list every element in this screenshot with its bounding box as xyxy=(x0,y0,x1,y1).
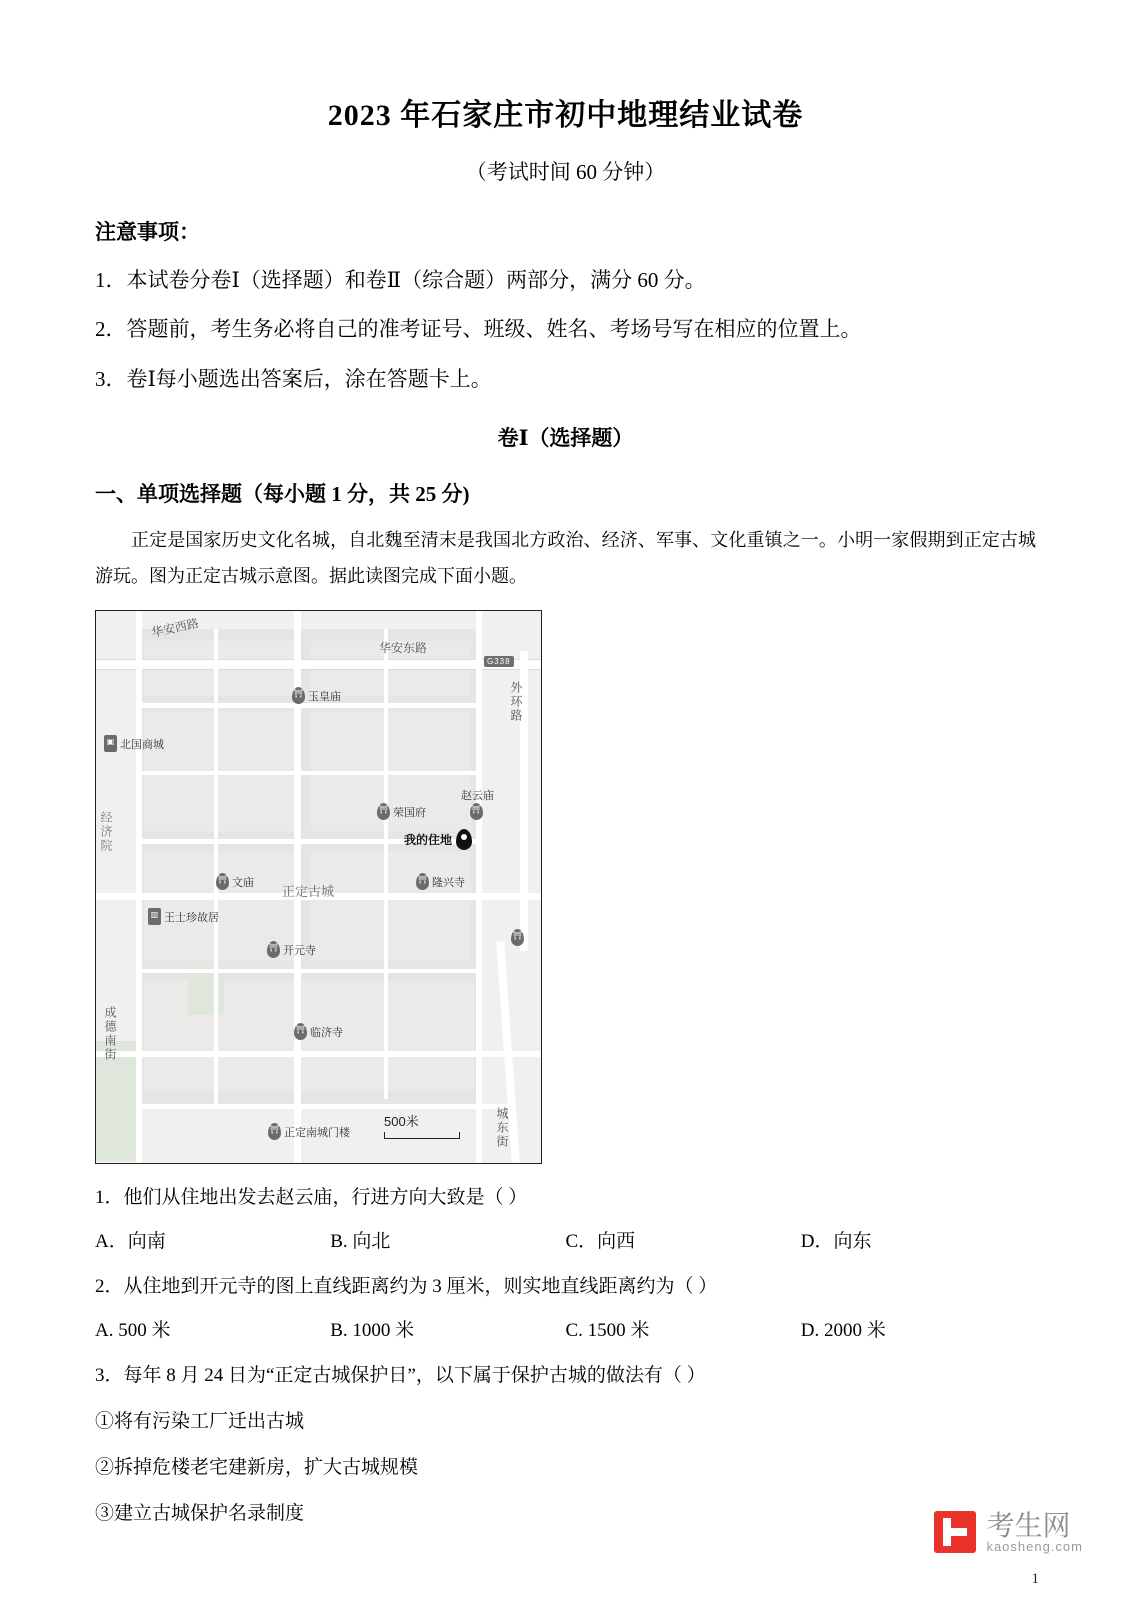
map-road-label: 华安东路 xyxy=(379,641,428,656)
notice-item-3: 3．卷Ⅰ每小题选出答案后，涂在答题卡上。 xyxy=(95,366,492,391)
page-title: 2023 年石家庄市初中地理结业试卷 xyxy=(327,99,804,132)
map-road-horizontal xyxy=(136,969,481,973)
question-3-subitem-2: ②拆掉危楼老宅建新房，扩大古城规模 xyxy=(95,1457,419,1479)
question-1-stem: 1．他们从住地出发去赵云庙，行进方向大致是（ ） xyxy=(95,1187,528,1209)
option-a[interactable]: A. 500 米 xyxy=(95,1320,171,1342)
question-2-options xyxy=(95,1315,1036,1342)
map-scale-label: 500米 xyxy=(384,1114,419,1130)
question-3-stem: 3．每年 8 月 24 日为“正定古城保护日”，以下属于保护古城的做法有（ ） xyxy=(95,1365,706,1387)
poi-wangshizhen-house[interactable] xyxy=(148,908,219,925)
poi-label: 开元寺 xyxy=(283,944,316,957)
notice-item-2: 2．答题前，考生务必将自己的准考证号、班级、姓名、考场号写在相应的位置上。 xyxy=(95,317,862,342)
temple-icon: ⛩ xyxy=(216,873,229,890)
temple-icon: ⛩ xyxy=(470,803,483,820)
poi-linjisi[interactable] xyxy=(294,1023,343,1040)
poi-label: 王士珍故居 xyxy=(164,911,219,924)
poi-wenmiao[interactable] xyxy=(216,873,254,890)
map-road-vertical xyxy=(476,611,482,1163)
my-location-marker[interactable] xyxy=(404,829,475,850)
option-c[interactable]: C. 1500 米 xyxy=(565,1320,650,1342)
map-road-label: 城东街 xyxy=(495,1107,509,1150)
poi-south-gate-tower[interactable] xyxy=(268,1123,350,1140)
map-road-vertical xyxy=(384,629,388,1099)
poi-rongguofu[interactable] xyxy=(377,803,426,820)
exam-duration: （考试时间 60 分钟） xyxy=(465,160,666,184)
poi-kaiyuansi[interactable] xyxy=(267,941,316,958)
poi-label: 文庙 xyxy=(232,876,254,889)
option-d[interactable]: D. 2000 米 xyxy=(800,1320,886,1342)
map-figure xyxy=(95,610,542,1164)
temple-icon: ⛩ xyxy=(292,687,305,704)
temple-icon: ⛩ xyxy=(416,873,429,890)
temple-icon: ⛩ xyxy=(267,941,280,958)
temple-icon: ⛩ xyxy=(294,1023,307,1040)
map-road-horizontal xyxy=(136,1104,516,1109)
old-city-label: 正定古城 xyxy=(282,884,335,900)
poi-label: 临济寺 xyxy=(310,1026,343,1039)
question-2-stem: 2．从住地到开元寺的图上直线距离约为 3 厘米，则实地直线距离约为（ ） xyxy=(95,1276,718,1298)
watermark-text xyxy=(986,1511,1083,1554)
map-road-horizontal xyxy=(136,771,481,775)
my-location-label: 我的住地 xyxy=(404,833,453,848)
map-road-label: 经济院 xyxy=(99,811,113,854)
map-scale-bar xyxy=(384,1132,460,1139)
poi-label: 赵云庙 xyxy=(461,790,494,803)
poi-label: 北国商城 xyxy=(120,738,164,751)
page-number: 1 xyxy=(1031,1571,1039,1587)
shop-icon: ▣ xyxy=(104,735,117,752)
poi-label: 隆兴寺 xyxy=(432,876,465,889)
map-road-vertical xyxy=(214,629,218,1109)
poi-zhaoyunmiao[interactable] xyxy=(461,787,494,820)
map-block xyxy=(311,851,471,961)
highway-shield: G338 xyxy=(484,656,514,667)
option-b[interactable]: B. 1000 米 xyxy=(330,1320,415,1342)
map-road-label: 成德南街 xyxy=(103,1006,117,1063)
map-scale xyxy=(384,1111,460,1139)
question-3-subitem-3: ③建立古城保护名录制度 xyxy=(95,1503,305,1525)
watermark xyxy=(934,1511,1083,1554)
poi-yuhuangmiao[interactable] xyxy=(292,687,341,704)
map-road-horizontal xyxy=(96,659,541,670)
museum-icon: ▥ xyxy=(148,908,161,925)
map-road-label: 华安西路 xyxy=(150,616,201,641)
watermark-en: kaosheng.com xyxy=(986,1539,1083,1555)
notice-item-1: 1．本试卷分卷Ⅰ（选择题）和卷Ⅱ（综合题）两部分，满分 60 分。 xyxy=(95,268,706,292)
paper-part-heading: 卷Ⅰ（选择题） xyxy=(497,426,634,451)
temple-icon: ⛩ xyxy=(268,1123,281,1140)
question-1-options xyxy=(95,1226,1036,1253)
option-c[interactable]: C．向西 xyxy=(565,1231,636,1253)
temple-icon: ⛩ xyxy=(377,803,390,820)
map-road-vertical xyxy=(136,611,142,1163)
option-d[interactable]: D．向东 xyxy=(800,1231,872,1253)
question-3-subitem-1: ①将有污染工厂迁出古城 xyxy=(95,1411,305,1433)
poi-label: 荣国府 xyxy=(393,806,426,819)
map-road-label: 外环路 xyxy=(509,681,523,724)
section-heading: 一、单项选择题（每小题 1 分，共 25 分) xyxy=(95,482,470,507)
option-a[interactable]: A．向南 xyxy=(95,1231,166,1253)
watermark-logo-icon xyxy=(934,1511,976,1553)
map-road-horizontal xyxy=(96,1051,541,1057)
poi-unnamed[interactable] xyxy=(511,929,527,946)
option-b[interactable]: B. 向北 xyxy=(330,1231,391,1253)
map-green-area xyxy=(188,971,224,1015)
location-pin-icon xyxy=(456,829,472,850)
poi-longxingsi[interactable] xyxy=(416,873,465,890)
watermark-cn: 考生网 xyxy=(986,1509,1071,1541)
poi-label: 正定南城门楼 xyxy=(284,1126,350,1139)
poi-beiguo-mall[interactable] xyxy=(104,735,164,752)
notice-heading: 注意事项： xyxy=(95,220,200,244)
poi-label: 玉皇庙 xyxy=(308,690,341,703)
passage-text: 正定是国家历史文化名城，自北魏至清末是我国北方政治、经济、军事、文化重镇之一。小明一家假期到正定古城游玩。图为正定古城示意图。据此读图完成下面小题。 xyxy=(95,530,1036,587)
temple-icon: ⛩ xyxy=(511,929,524,946)
